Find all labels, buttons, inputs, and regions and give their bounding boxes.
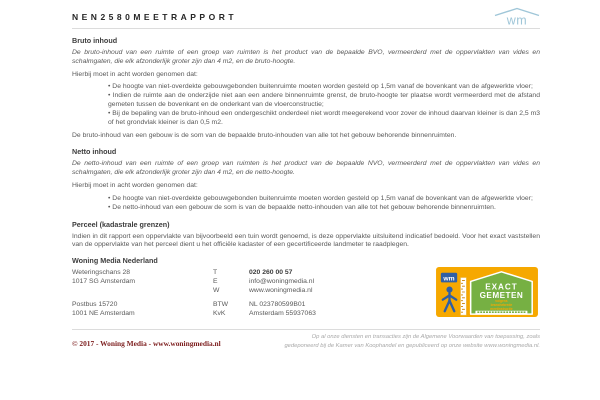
website-value: www.woningmedia.nl	[249, 286, 313, 294]
svg-text:wm: wm	[443, 275, 455, 283]
section-perceel	[72, 220, 540, 251]
list-item: • De hoogte van niet-overdekte gebouwgebonden buitenruimte moeten worden gesteld op 1,5m vanaf de bovenkant van de afgewerkte vloer;	[108, 83, 540, 92]
footer-divider	[72, 329, 540, 330]
report-title: NEN2580MEETRAPPORT	[72, 12, 238, 22]
exact-gemeten-badge	[434, 267, 540, 322]
badge-sub-line3: meetinstructie	[490, 307, 513, 312]
contact-label: E	[213, 278, 218, 286]
bruto-intro: De bruto-inhoud van een ruimte of een groep van ruimten is het product van de bepaalde BVO, vermeerderd met de oppervlakten van vides en schalmgaten, die elk afzonderlijk groter zijn dan 4 m2, en de bruto-hoogte.	[72, 49, 540, 65]
bruto-heading: Bruto inhoud	[72, 36, 118, 45]
contact-grid	[72, 269, 434, 318]
contact-label: KvK	[213, 309, 226, 317]
badge-sub-line1: volgens	[495, 299, 508, 304]
address-line: Postbus 15720	[72, 300, 118, 308]
perceel-body: Indien in dit rapport een oppervlakte van bijvoorbeeld een tuin wordt genoemd, is deze oppervlakte uitsluitend indicatief bedoeld. Voor het exact vaststellen van de oppervlakte van het perceel dient u het officiële kadaster of een gecertificeerde landmeter te raadplegen.	[72, 232, 540, 249]
contact-label: BTW	[213, 300, 229, 308]
netto-intro: De netto-inhoud van een ruimte of een groep van ruimten is het product van de bepaalde NVO, vermeerderd met de oppervlakten van vides en schalmgaten, die elk afzonderlijk groter zijn dan 4 m2, en de netto-hoogte.	[72, 160, 540, 177]
document-header	[72, 6, 540, 25]
phone-value: 020 260 00 57	[249, 269, 293, 277]
netto-note: Hierbij moet in acht worden genomen dat:	[72, 182, 198, 190]
netto-bullet-list	[108, 195, 540, 213]
header-divider	[72, 28, 540, 29]
netto-heading: Netto inhoud	[72, 147, 117, 157]
section-bruto-inhoud	[72, 36, 540, 140]
address-line: 1001 NE Amsterdam	[72, 309, 135, 317]
logo-letters: wm	[506, 13, 528, 26]
bottom-bar	[72, 333, 540, 350]
footer-columns	[72, 269, 540, 322]
email-value: info@woningmedia.nl	[249, 278, 315, 286]
bruto-note: Hierbij moet in acht worden genomen dat:	[72, 70, 198, 78]
perceel-heading: Perceel (kadastrale grenzen)	[72, 219, 170, 229]
address-line: Weteringschans 28	[72, 269, 131, 277]
measuring-tape-icon	[461, 278, 467, 316]
badge-title-line1: EXACT	[485, 282, 518, 292]
address-line: 1017 SG Amsterdam	[72, 278, 136, 286]
badge-sub-line2: branchebrede	[490, 303, 513, 308]
contact-footer	[72, 256, 540, 322]
badge-wm-logo-icon	[441, 273, 457, 283]
btw-value: NL 023780599B01	[249, 300, 306, 308]
bruto-closing: De bruto-inhoud van een gebouw is de som van de bepaalde bruto-inhouden van alle tot het gebouw behorende binnenruimten.	[72, 131, 457, 139]
contact-label: W	[213, 286, 220, 294]
address-line	[72, 287, 213, 296]
copyright-text: © 2017 - Woning Media - www.woningmedia.nl	[72, 339, 221, 349]
company-name: Woning Media Nederland	[72, 256, 158, 266]
badge-house	[471, 272, 533, 314]
list-item: • De netto-inhoud van een gebouw de som is van de bepaalde netto-inhouden van alle tot het gebouw behorende binnenruimten.	[108, 204, 540, 213]
kvk-value: Amsterdam 55937063	[249, 309, 316, 317]
list-item: • De hoogte van niet-overdekte gebouwgebonden buitenruimte moeten worden gesteld op 1,5m vanaf de bovenkant van de afgewerkte vloer;	[108, 195, 540, 204]
woningmedia-logo-icon	[494, 7, 540, 31]
section-netto-inhoud	[72, 147, 540, 212]
list-item: • Bij de bepaling van de bruto-inhoud een ondergeschikt onderdeel niet wordt meegerekend voor zover de inhoud daarvan kleiner is dan 2,5 m3 of het grondvlak kleiner is dan 0,5 m2.	[108, 110, 540, 128]
legal-note: Op al onze diensten en transacties zijn de Algemene Voorwaarden van toepassing, zoals gedeponeerd bij de Kamer van Koophandel en gepubliceerd op onze website www.woningmedia.nl.	[284, 334, 540, 349]
bruto-bullet-list	[108, 83, 540, 127]
list-item: • Indien de ruimte aan de onderzijde niet aan een andere binnenruimte grenst, de bruto-hoogte ter plaatse wordt vermeerderd met de afstand gemeten tussen de bovenkant en de onderkant van de vloerconstructie;	[108, 92, 540, 110]
badge-title-line2: GEMETEN	[479, 291, 524, 301]
contact-label: T	[213, 269, 218, 277]
